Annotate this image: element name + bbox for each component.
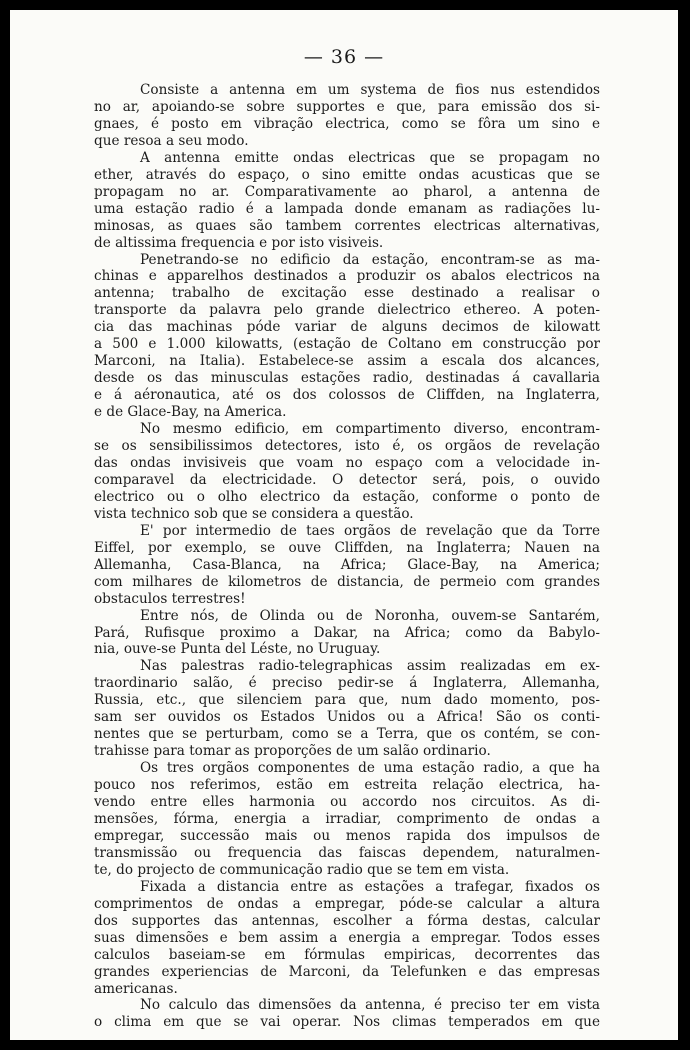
text-line: nia, ouve-se Punta del Léste, no Uruguay. (94, 641, 381, 658)
paragraph (94, 760, 600, 879)
text-line: No calculo das dimensões da antenna, é preciso ter em vista (140, 997, 600, 1014)
paragraph (94, 421, 600, 523)
text-line: com milhares de kilometros de distancia, de permeio com grandes (94, 573, 600, 590)
text-line: de altissima frequencia e por isto visiveis. (94, 234, 384, 251)
text-line: cia das machinas póde variar de alguns decimos de kilowatt (94, 319, 600, 336)
text-line: No mesmo edificio, em compartimento diverso, encontram- (140, 421, 600, 438)
text-line: Pará, Rufisque proximo a Dakar, na Africa; como da Babylo- (94, 624, 600, 641)
text-line: trahisse para tomar as proporções de um salão ordinario. (94, 743, 491, 760)
text-line: Russia, etc., que silenciem para que, num dado momento, pos- (94, 692, 600, 709)
paragraph (94, 82, 600, 150)
text-line: vista technico sob que se considera a questão. (94, 505, 414, 522)
text-line: Entre nós, de Olinda ou de Noronha, ouvem-se Santarém, (140, 607, 600, 624)
text-line: a 500 e 1.000 kilowatts, (estação de Coltano em construcção por (94, 336, 600, 353)
text-line: que resoa a seu modo. (94, 132, 249, 149)
page-number: — 36 — (303, 46, 385, 68)
text-line: comprimentos de ondas a empregar, póde-se calcular a altura (94, 895, 600, 912)
text-line: desde os das minusculas estações radio, destinadas á cavallaria (94, 370, 600, 387)
paragraph (94, 658, 600, 760)
text-line: Fixada a distancia entre as estações a trafegar, fixados os (140, 878, 600, 895)
text-line: uma estação radio é a lampada donde emanam as radiações lu- (94, 200, 600, 217)
paragraph (94, 252, 600, 422)
text-line: Allemanha, Casa-Blanca, na Africa; Glace-Bay, na America; (94, 556, 600, 573)
text-line: gnaes, é posto em vibração electrica, como se fôra um sino e (94, 115, 600, 132)
text-line: nentes que se perturbam, como se a Terra, que os contém, se con- (94, 726, 600, 743)
text-line: ether, através do espaço, o sino emitte ondas acusticas que se (94, 166, 600, 183)
text-line: suas dimensões e bem assim a energia a empregar. Todos esses (94, 929, 600, 946)
text-line: Os tres orgãos componentes de uma estação radio, a que ha (140, 760, 600, 777)
paragraph (94, 150, 600, 252)
text-line: chinas e apparelhos destinados a produzir os abalos electricos na (94, 268, 600, 285)
text-line: vendo entre elles harmonia ou accordo nos circuitos. As di- (94, 794, 600, 811)
text-line: electrico ou o olho electrico da estação, conforme o ponto de (94, 488, 600, 505)
text-line: e á aéronautica, até os dos colossos de Cliffden, na Inglaterra, (94, 387, 600, 404)
text-line: se os sensibilissimos detectores, isto é, os orgãos de revelação (94, 438, 600, 455)
text-line: Nas palestras radio-telegraphicas assim realizadas em ex- (140, 658, 600, 675)
text-line: minosas, as quaes são tambem correntes electricas alternativas, (94, 217, 600, 234)
text-line: obstaculos terrestres! (94, 590, 246, 607)
text-line: dos supportes das antennas, escolher a fórma destas, calcular (94, 912, 600, 929)
text-line: e de Glace-Bay, na America. (94, 404, 287, 421)
text-line: americanas. (94, 980, 178, 997)
text-line: grandes experiencias de Marconi, da Telefunken e das empresas (94, 963, 600, 980)
text-line: pouco nos referimos, estão em estreita relação electrica, ha- (94, 777, 600, 794)
text-line: Eiffel, por exemplo, se ouve Cliffden, na Inglaterra; Nauen na (94, 539, 600, 556)
text-line: transmissão ou frequencia das faiscas dependem, naturalmen- (94, 844, 600, 861)
text-line: A antenna emitte ondas electricas que se propagam no (140, 149, 600, 166)
text-line: Penetrando-se no edificio da estação, encontram-se as ma- (140, 251, 600, 268)
text-line: traordinario salão, é preciso pedir-se á Inglaterra, Allemanha, (94, 675, 600, 692)
text-line: antenna; trabalho de excitação esse destinado a realisar o (94, 285, 600, 302)
paragraph (94, 523, 600, 608)
text-line: E' por intermedio de taes orgãos de revelação que da Torre (140, 522, 600, 539)
text-line: calculos baseiam-se em fórmulas empiricas, decorrentes das (94, 946, 600, 963)
paragraph (94, 879, 600, 998)
body-text (94, 82, 600, 1031)
text-line: das ondas invisiveis que voam no espaço com a velocidade in- (94, 454, 600, 471)
paragraph (94, 608, 600, 659)
book-page (10, 10, 678, 1040)
text-line: mensões, fórma, energia a irradiar, comprimento de ondas a (94, 810, 600, 827)
text-line: te, do projecto de communicação radio que se tem em vista. (94, 861, 510, 878)
text-line: sam ser ouvidos os Estados Unidos ou a Africa! São os conti- (94, 709, 600, 726)
text-line: Marconi, na Italia). Estabelece-se assim a escala dos alcances, (94, 353, 600, 370)
text-line: comparavel da electricidade. O detector será, pois, o ouvido (94, 471, 600, 488)
paragraph (94, 997, 600, 1031)
text-line: Consiste a antenna em um systema de fios nus estendidos (140, 82, 600, 98)
text-line: propagam no ar. Comparativamente ao pharol, a antenna de (94, 183, 600, 200)
text-line: transporte da palavra pelo grande dielectrico ethereo. A poten- (94, 302, 600, 319)
text-line: no ar, apoiando-se sobre supportes e que, para emissão dos si- (94, 98, 600, 115)
text-line: o clima em que se vai operar. Nos climas temperados em que (94, 1014, 600, 1031)
text-line: empregar, successão mais ou menos rapida dos impulsos de (94, 827, 600, 844)
